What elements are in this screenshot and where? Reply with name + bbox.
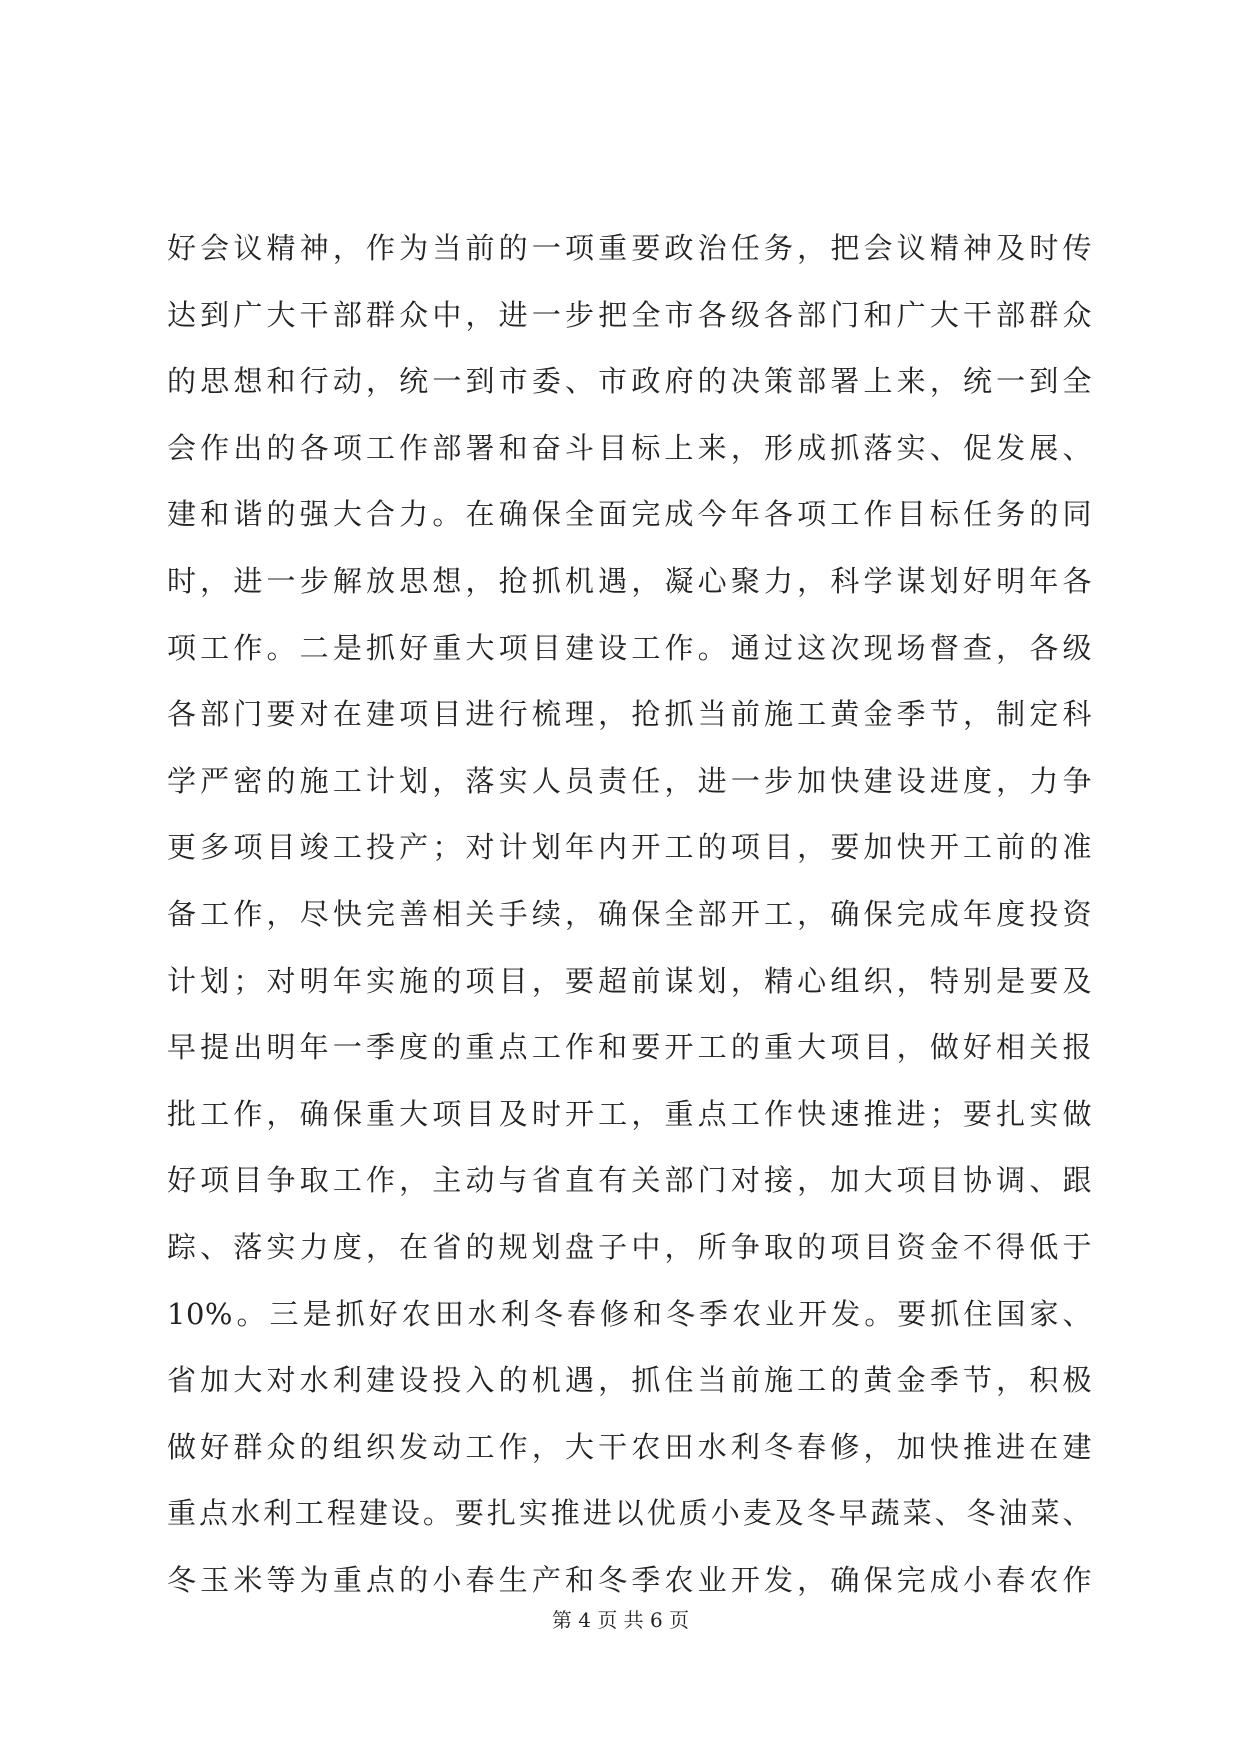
text-line: 建和谐的强大合力。在确保全面完成今年各项工作目标任务的同 [167, 497, 1092, 532]
text-line: 达到广大干部群众中，进一步把全市各级各部门和广大干部群众 [167, 297, 1092, 332]
text-line: 好会议精神，作为当前的一项重要政治任务，把会议精神及时传 [167, 231, 1092, 265]
text-line: 项工作。二是抓好重大项目建设工作。通过这次现场督查，各级 [167, 630, 1092, 665]
text-line: 学严密的施工计划，落实人员责任，进一步加快建设进度，力争 [167, 763, 1092, 798]
text-line: 10%。三是抓好农田水利冬春修和冬季农业开发。要抓住国家、 [167, 1296, 1092, 1331]
text-line: 冬玉米等为重点的小春生产和冬季农业开发，确保完成小春农作 [167, 1562, 1092, 1597]
text-line: 省加大对水利建设投入的机遇，抓住当前施工的黄金季节，积极 [167, 1363, 1092, 1398]
text-line: 会作出的各项工作部署和奋斗目标上来，形成抓落实、促发展、 [167, 430, 1092, 465]
text-line: 批工作，确保重大项目及时开工，重点工作快速推进；要扎实做 [167, 1096, 1092, 1131]
text-line: 的思想和行动，统一到市委、市政府的决策部署上来，统一到全 [167, 364, 1092, 399]
text-line: 时，进一步解放思想，抢抓机遇，凝心聚力，科学谋划好明年各 [167, 563, 1092, 598]
text-line: 备工作，尽快完善相关手续，确保全部开工，确保完成年度投资 [167, 896, 1092, 931]
text-line: 重点水利工程建设。要扎实推进以优质小麦及冬早蔬菜、冬油菜、 [167, 1496, 1092, 1531]
text-line: 好项目争取工作，主动与省直有关部门对接，加大项目协调、跟 [167, 1163, 1092, 1198]
text-line: 各部门要对在建项目进行梳理，抢抓当前施工黄金季节，制定科 [167, 697, 1092, 732]
text-line: 踪、落实力度，在省的规划盘子中，所争取的项目资金不得低于 [167, 1229, 1092, 1264]
page-number-label: 第 4 页 共 6 页 [551, 1608, 690, 1632]
page-footer [0, 1607, 1241, 1633]
text-line: 做好群众的组织发动工作，大干农田水利冬春修，加快推进在建 [167, 1429, 1092, 1464]
text-line: 更多项目竣工投产；对计划年内开工的项目，要加快开工前的准 [167, 830, 1092, 865]
body-text [167, 232, 1092, 1630]
text-line: 计划；对明年实施的项目，要超前谋划，精心组织，特别是要及 [167, 963, 1092, 998]
text-line: 早提出明年一季度的重点工作和要开工的重大项目，做好相关报 [167, 1030, 1092, 1065]
